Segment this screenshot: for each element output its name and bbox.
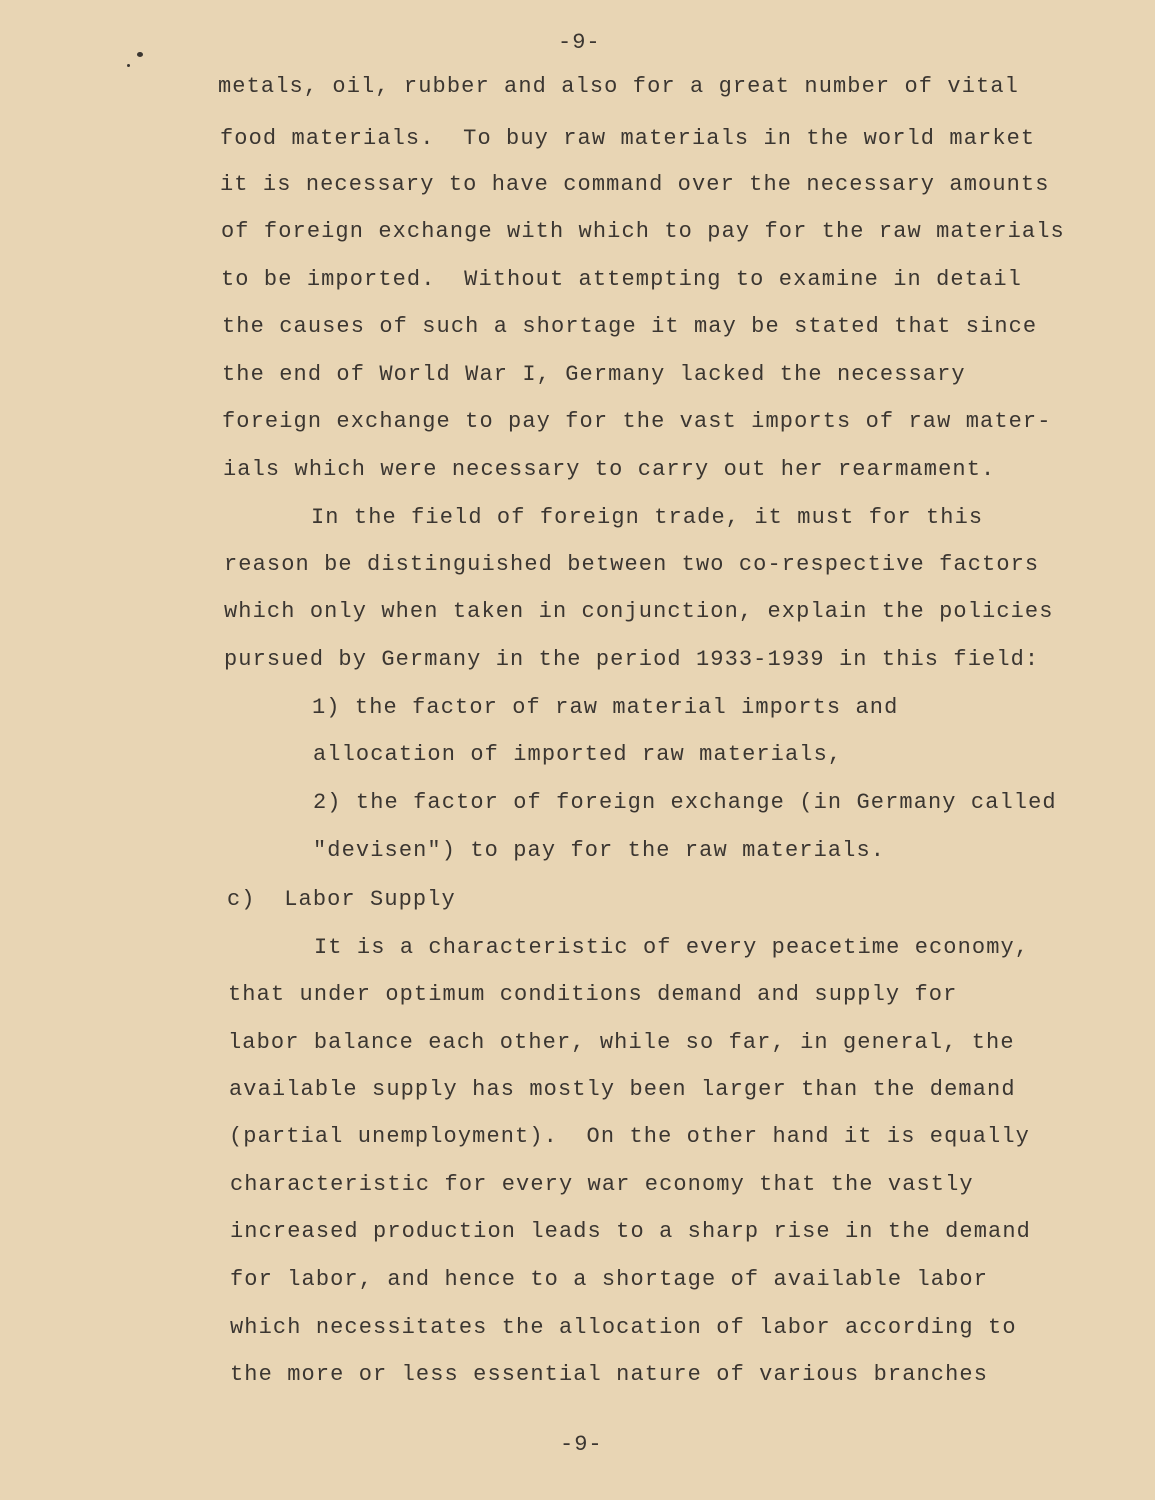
text-line: which only when taken in conjunction, explain the policies — [224, 599, 1054, 624]
text-line: ials which were necessary to carry out her rearmament. — [223, 457, 996, 482]
section-heading: c) Labor Supply — [227, 887, 456, 912]
text-line: characteristic for every war economy that the vastly — [230, 1172, 974, 1197]
text-line: foreign exchange to pay for the vast imports of raw mater- — [222, 409, 1052, 434]
text-line: the causes of such a shortage it may be stated that since — [222, 314, 1038, 339]
text-line: reason be distinguished between two co-respective factors — [224, 552, 1040, 577]
text-line: for labor, and hence to a shortage of available labor — [230, 1267, 989, 1292]
page-number-bottom: -9- — [560, 1432, 603, 1457]
list-item: 1) the factor of raw material imports and — [312, 695, 899, 720]
text-line: of foreign exchange with which to pay for the raw materials — [221, 219, 1065, 244]
text-line: that under optimum conditions demand and supply for — [228, 982, 958, 1007]
list-item: "devisen") to pay for the raw materials. — [313, 838, 886, 863]
text-line: increased production leads to a sharp rise in the demand — [230, 1219, 1031, 1244]
text-line: (partial unemployment). On the other hand it is equally — [229, 1124, 1030, 1149]
text-line: metals, oil, rubber and also for a great number of vital — [218, 74, 1019, 99]
text-line: the more or less essential nature of various branches — [230, 1362, 989, 1387]
text-line: pursued by Germany in the period 1933-1939 in this field: — [224, 647, 1040, 672]
text-line: food materials. To buy raw materials in the world market — [220, 126, 1036, 151]
text-line: to be imported. Without attempting to examine in detail — [221, 267, 1022, 292]
text-line: the end of World War I, Germany lacked the necessary — [222, 362, 966, 387]
text-line: available supply has mostly been larger than the demand — [229, 1077, 1016, 1102]
text-line: It is a characteristic of every peacetime economy, — [314, 935, 1030, 960]
text-line: it is necessary to have command over the necessary amounts — [220, 172, 1050, 197]
text-line: In the field of foreign trade, it must for this — [311, 505, 984, 530]
list-item: 2) the factor of foreign exchange (in Germany called — [313, 790, 1057, 815]
page-number-top: -9- — [558, 30, 601, 55]
text-line: which necessitates the allocation of labor according to — [230, 1315, 1017, 1340]
text-line: labor balance each other, while so far, in general, the — [228, 1030, 1015, 1055]
list-item: allocation of imported raw materials, — [313, 742, 843, 767]
ink-spot — [127, 64, 130, 67]
ink-spot — [137, 52, 143, 57]
